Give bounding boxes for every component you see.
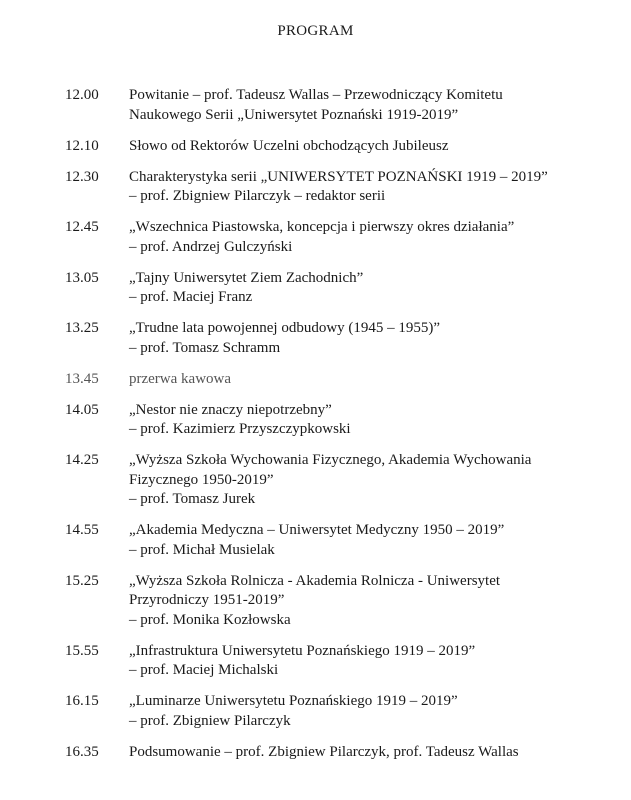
program-line: Naukowego Serii „Uniwersytet Poznański 1919-2019” [129,106,459,123]
program-line: – prof. Tomasz Jurek [129,491,256,507]
program-line: Charakterystyka serii „UNIWERSYTET POZNAŃSKI 1919 – 2019” [129,168,548,185]
page-title: PROGRAM [277,23,354,39]
program-line: – prof. Maciej Michalski [129,662,279,678]
program-description [129,137,605,157]
program-description [129,743,605,763]
program-line: „Wszechnica Piastowska, koncepcja i pierwszy okres działania” [129,219,515,235]
program-item [65,218,605,257]
program-time: 13.45 [65,370,99,387]
program-line: – prof. Zbigniew Pilarczyk – redaktor serii [129,188,386,204]
program-line: – prof. Andrzej Gulczyński [129,238,293,255]
program-time: 12.45 [65,219,99,235]
program-description [129,269,605,308]
program-time: 15.25 [65,572,99,589]
program-line: – prof. Monika Kozłowska [129,611,291,628]
program-description [129,642,605,681]
program-item [65,168,605,207]
program-line: – prof. Tomasz Schramm [129,339,281,356]
program-item [65,572,605,631]
program-description [129,319,605,358]
program-description [129,572,605,631]
program-line: Podsumowanie – prof. Zbigniew Pilarczyk, prof. Tadeusz Wallas [129,743,519,760]
program-item [65,319,605,358]
program-item [65,692,605,731]
program-line: przerwa kawowa [129,370,232,387]
program-description [129,521,605,560]
program-item [65,137,605,157]
program-list [65,86,605,774]
program-line: „Wyższa Szkoła Wychowania Fizycznego, Akademia Wychowania [129,452,532,468]
program-time: 12.00 [65,87,99,103]
program-line: – prof. Maciej Franz [129,289,253,305]
program-description [129,370,605,390]
program-line: Powitanie – prof. Tadeusz Wallas – Przewodniczący Komitetu [129,87,503,103]
program-item [65,370,605,390]
program-item [65,269,605,308]
program-line: „Infrastruktura Uniwersytetu Poznańskiego 1919 – 2019” [129,642,476,659]
program-item [65,642,605,681]
program-description [129,401,605,440]
program-description [129,86,605,125]
program-time: 15.55 [65,642,99,659]
program-item [65,401,605,440]
program-item [65,451,605,510]
program-time: 12.10 [65,137,99,154]
program-time: 14.55 [65,522,99,538]
program-description [129,451,605,510]
program-time: 13.25 [65,320,99,336]
program-time: 13.05 [65,269,99,286]
program-line: – prof. Kazimierz Przyszczypkowski [129,421,351,437]
program-line: Przyrodniczy 1951-2019” [129,592,285,608]
program-item [65,743,605,763]
program-line: – prof. Zbigniew Pilarczyk [129,712,291,729]
program-line: Słowo od Rektorów Uczelni obchodzących Jubileusz [129,137,449,154]
program-line: – prof. Michał Musielak [129,541,275,558]
program-line: Fizycznego 1950-2019” [129,471,274,488]
program-line: „Tajny Uniwersytet Ziem Zachodnich” [129,269,364,286]
program-item [65,86,605,125]
program-time: 16.15 [65,693,99,709]
program-item [65,521,605,560]
program-description [129,692,605,731]
program-line: „Trudne lata powojennej odbudowy (1945 – 1955)” [129,320,441,336]
program-line: „Nestor nie znaczy niepotrzebny” [129,401,332,418]
program-line: „Akademia Medyczna – Uniwersytet Medyczny 1950 – 2019” [129,522,505,538]
program-time: 14.05 [65,401,99,418]
program-line: „Wyższa Szkoła Rolnicza - Akademia Rolnicza - Uniwersytet [129,572,501,589]
program-description [129,218,605,257]
program-time: 12.30 [65,168,99,185]
program-time: 16.35 [65,743,99,760]
program-line: „Luminarze Uniwersytetu Poznańskiego 1919 – 2019” [129,693,458,709]
program-time: 14.25 [65,452,99,468]
program-description [129,168,605,207]
